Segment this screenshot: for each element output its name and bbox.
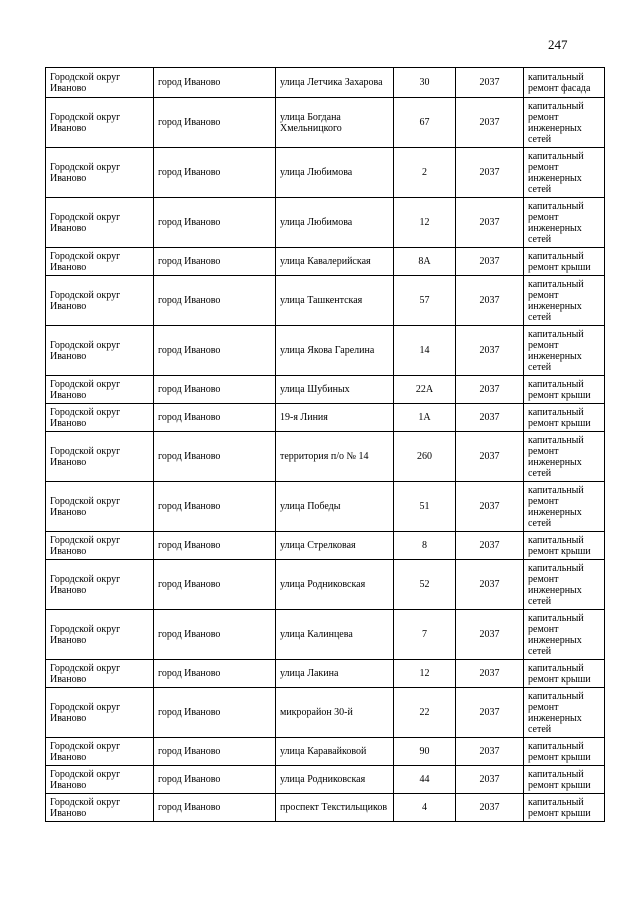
table-row	[46, 404, 605, 432]
okrug-cell: Городской округ Иваново	[46, 98, 154, 148]
house-number-cell: 1А	[394, 404, 456, 432]
street-cell: улица Якова Гарелина	[276, 326, 394, 376]
street-cell: улица Стрелковая	[276, 532, 394, 560]
work-type-cell: капитальный ремонт инженерных сетей	[524, 432, 605, 482]
street-cell: микрорайон 30-й	[276, 688, 394, 738]
street-cell: территория п/о № 14	[276, 432, 394, 482]
table-row	[46, 766, 605, 794]
okrug-cell: Городской округ Иваново	[46, 482, 154, 532]
year-cell: 2037	[456, 688, 524, 738]
house-number-cell: 57	[394, 276, 456, 326]
table-row	[46, 660, 605, 688]
okrug-cell: Городской округ Иваново	[46, 688, 154, 738]
street-cell: улица Лакина	[276, 660, 394, 688]
city-cell: город Иваново	[154, 198, 276, 248]
house-number-cell: 8	[394, 532, 456, 560]
okrug-cell: Городской округ Иваново	[46, 738, 154, 766]
table-row	[46, 610, 605, 660]
okrug-cell: Городской округ Иваново	[46, 532, 154, 560]
work-type-cell: капитальный ремонт инженерных сетей	[524, 148, 605, 198]
year-cell: 2037	[456, 660, 524, 688]
okrug-cell: Городской округ Иваново	[46, 660, 154, 688]
house-number-cell: 2	[394, 148, 456, 198]
city-cell: город Иваново	[154, 610, 276, 660]
city-cell: город Иваново	[154, 532, 276, 560]
table-row	[46, 148, 605, 198]
street-cell: улица Любимова	[276, 148, 394, 198]
address-table	[45, 67, 605, 822]
city-cell: город Иваново	[154, 432, 276, 482]
house-number-cell: 52	[394, 560, 456, 610]
okrug-cell: Городской округ Иваново	[46, 794, 154, 822]
table-row	[46, 532, 605, 560]
okrug-cell: Городской округ Иваново	[46, 248, 154, 276]
house-number-cell: 67	[394, 98, 456, 148]
street-cell: улица Калинцева	[276, 610, 394, 660]
year-cell: 2037	[456, 276, 524, 326]
year-cell: 2037	[456, 482, 524, 532]
house-number-cell: 8А	[394, 248, 456, 276]
city-cell: город Иваново	[154, 248, 276, 276]
street-cell: улица Победы	[276, 482, 394, 532]
work-type-cell: капитальный ремонт фасада	[524, 68, 605, 98]
year-cell: 2037	[456, 198, 524, 248]
year-cell: 2037	[456, 794, 524, 822]
work-type-cell: капитальный ремонт инженерных сетей	[524, 326, 605, 376]
year-cell: 2037	[456, 148, 524, 198]
table-row	[46, 688, 605, 738]
house-number-cell: 90	[394, 738, 456, 766]
house-number-cell: 4	[394, 794, 456, 822]
year-cell: 2037	[456, 376, 524, 404]
year-cell: 2037	[456, 738, 524, 766]
table-body	[46, 68, 605, 822]
table-row	[46, 198, 605, 248]
table-row	[46, 560, 605, 610]
house-number-cell: 12	[394, 660, 456, 688]
okrug-cell: Городской округ Иваново	[46, 766, 154, 794]
house-number-cell: 44	[394, 766, 456, 794]
street-cell: 19-я Линия	[276, 404, 394, 432]
year-cell: 2037	[456, 610, 524, 660]
work-type-cell: капитальный ремонт крыши	[524, 660, 605, 688]
work-type-cell: капитальный ремонт инженерных сетей	[524, 276, 605, 326]
city-cell: город Иваново	[154, 738, 276, 766]
house-number-cell: 260	[394, 432, 456, 482]
house-number-cell: 12	[394, 198, 456, 248]
work-type-cell: капитальный ремонт инженерных сетей	[524, 98, 605, 148]
okrug-cell: Городской округ Иваново	[46, 404, 154, 432]
city-cell: город Иваново	[154, 148, 276, 198]
work-type-cell: капитальный ремонт крыши	[524, 404, 605, 432]
city-cell: город Иваново	[154, 794, 276, 822]
house-number-cell: 7	[394, 610, 456, 660]
year-cell: 2037	[456, 560, 524, 610]
table-row	[46, 794, 605, 822]
work-type-cell: капитальный ремонт инженерных сетей	[524, 560, 605, 610]
table-row	[46, 376, 605, 404]
table-row	[46, 248, 605, 276]
year-cell: 2037	[456, 404, 524, 432]
year-cell: 2037	[456, 432, 524, 482]
work-type-cell: капитальный ремонт крыши	[524, 376, 605, 404]
table-row	[46, 326, 605, 376]
street-cell: улица Родниковская	[276, 766, 394, 794]
street-cell: проспект Текстильщиков	[276, 794, 394, 822]
street-cell: улица Каравайковой	[276, 738, 394, 766]
okrug-cell: Городской округ Иваново	[46, 276, 154, 326]
table-row	[46, 482, 605, 532]
page-number: 247	[548, 37, 568, 52]
street-cell: улица Любимова	[276, 198, 394, 248]
work-type-cell: капитальный ремонт инженерных сетей	[524, 688, 605, 738]
okrug-cell: Городской округ Иваново	[46, 198, 154, 248]
work-type-cell: капитальный ремонт инженерных сетей	[524, 610, 605, 660]
city-cell: город Иваново	[154, 98, 276, 148]
year-cell: 2037	[456, 326, 524, 376]
house-number-cell: 22А	[394, 376, 456, 404]
street-cell: улица Летчика Захарова	[276, 68, 394, 98]
work-type-cell: капитальный ремонт крыши	[524, 794, 605, 822]
table-row	[46, 68, 605, 98]
city-cell: город Иваново	[154, 660, 276, 688]
work-type-cell: капитальный ремонт инженерных сетей	[524, 198, 605, 248]
work-type-cell: капитальный ремонт крыши	[524, 738, 605, 766]
year-cell: 2037	[456, 68, 524, 98]
house-number-cell: 14	[394, 326, 456, 376]
year-cell: 2037	[456, 532, 524, 560]
table-row	[46, 276, 605, 326]
city-cell: город Иваново	[154, 276, 276, 326]
house-number-cell: 30	[394, 68, 456, 98]
city-cell: город Иваново	[154, 766, 276, 794]
okrug-cell: Городской округ Иваново	[46, 68, 154, 98]
work-type-cell: капитальный ремонт инженерных сетей	[524, 482, 605, 532]
year-cell: 2037	[456, 248, 524, 276]
street-cell: улица Ташкентская	[276, 276, 394, 326]
okrug-cell: Городской округ Иваново	[46, 560, 154, 610]
okrug-cell: Городской округ Иваново	[46, 432, 154, 482]
street-cell: улица Богдана Хмельницкого	[276, 98, 394, 148]
city-cell: город Иваново	[154, 560, 276, 610]
city-cell: город Иваново	[154, 688, 276, 738]
street-cell: улица Шубиных	[276, 376, 394, 404]
work-type-cell: капитальный ремонт крыши	[524, 248, 605, 276]
work-type-cell: капитальный ремонт крыши	[524, 766, 605, 794]
city-cell: город Иваново	[154, 68, 276, 98]
house-number-cell: 22	[394, 688, 456, 738]
okrug-cell: Городской округ Иваново	[46, 376, 154, 404]
city-cell: город Иваново	[154, 326, 276, 376]
city-cell: город Иваново	[154, 404, 276, 432]
house-number-cell: 51	[394, 482, 456, 532]
street-cell: улица Родниковская	[276, 560, 394, 610]
work-type-cell: капитальный ремонт крыши	[524, 532, 605, 560]
table-row	[46, 738, 605, 766]
table-row	[46, 98, 605, 148]
okrug-cell: Городской округ Иваново	[46, 610, 154, 660]
table-row	[46, 432, 605, 482]
year-cell: 2037	[456, 766, 524, 794]
okrug-cell: Городской округ Иваново	[46, 326, 154, 376]
street-cell: улица Кавалерийская	[276, 248, 394, 276]
year-cell: 2037	[456, 98, 524, 148]
okrug-cell: Городской округ Иваново	[46, 148, 154, 198]
city-cell: город Иваново	[154, 482, 276, 532]
city-cell: город Иваново	[154, 376, 276, 404]
